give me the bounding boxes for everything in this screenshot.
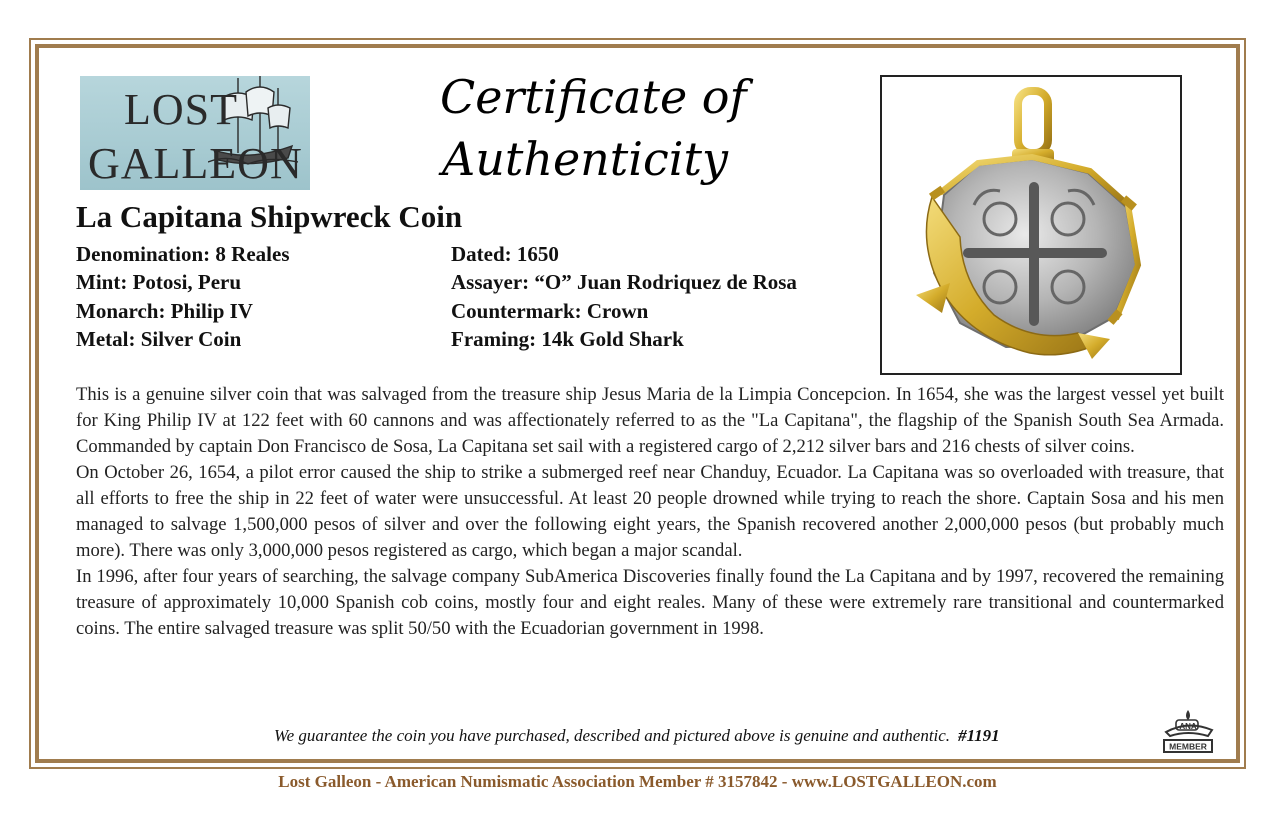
- guarantee-statement: [274, 726, 1000, 746]
- spec-monarch: Monarch: Philip IV: [76, 299, 253, 323]
- gold-shark-coin-pendant-image: [882, 77, 1180, 373]
- spec-assayer: Assayer: “O” Juan Rodriquez de Rosa: [451, 270, 797, 294]
- spec-mint: Mint: Potosi, Peru: [76, 270, 242, 294]
- spec-dated: Dated: 1650: [451, 242, 559, 266]
- history-text: [76, 382, 1224, 642]
- title-line-2: Authenticity: [442, 132, 728, 186]
- spec-denomination: Denomination: 8 Reales: [76, 242, 290, 266]
- title-line-1: Certificate of: [440, 70, 747, 124]
- spec-framing: Framing: 14k Gold Shark: [451, 327, 684, 351]
- spec-countermark: Countermark: Crown: [451, 299, 649, 323]
- lost-galleon-logo: [80, 76, 310, 190]
- coin-name-heading: La Capitana Shipwreck Coin: [76, 199, 463, 234]
- footer-membership-line: Lost Galleon - American Numismatic Association Member # 3157842 - www.LOSTGALLEON.com: [278, 772, 997, 791]
- guarantee-text: We guarantee the coin you have purchased, described and pictured above is genuine and authentic.: [274, 726, 951, 745]
- logo-text-galleon: GALLEON: [88, 139, 303, 188]
- history-paragraph-1: This is a genuine silver coin that was salvaged from the treasure ship Jesus Maria de la Limpia Concepcion. In 1654, she was the largest vessel yet built for King Philip IV at 122 feet with 60 cannons and was affectionately referred to as the "La Capitana", the flagship of the Spanish South Sea Armada. Commanded by captain Don Francisco de Sosa, La Capitana set sail with a registered cargo of 2,212 silver bars and 216 chests of silver coins.: [76, 384, 1224, 457]
- history-paragraph-3: In 1996, after four years of searching, the salvage company SubAmerica Discoveries finally found the La Capitana and by 1997, recovered the remaining treasure of approximately 10,000 Spanish cob coins, mostly four and eight reales. Many of these were extremely rare transitional and countermarked coins. The entire salvaged treasure was split 50/50 with the Ecuadorian government in 1998.: [76, 566, 1224, 639]
- spec-metal: Metal: Silver Coin: [76, 327, 242, 351]
- history-paragraph-2: On October 26, 1654, a pilot error caused the ship to strike a submerged reef near Chanduy, Ecuador. La Capitana was so overloaded with treasure, that all efforts to free the ship in 22 feet of water were unsuccessful. At least 20 people drowned while trying to reach the shore. Captain Sosa and his men managed to salvage 1,500,000 pesos of silver and over the following eight years, the Spanish recovered another 2,000,000 pesos (but probably much more). There was only 3,000,000 pesos registered as cargo, which began a major scandal.: [76, 462, 1224, 561]
- ana-badge-bottom-text: MEMBER: [1169, 741, 1207, 752]
- certificate-number: #1191: [958, 726, 1000, 745]
- coin-photo-frame: [880, 75, 1182, 375]
- ana-badge-top-text: ANA: [1179, 722, 1197, 731]
- certificate-title: [432, 66, 752, 190]
- logo-text-lost: LOST: [124, 85, 238, 134]
- ana-member-badge-icon: [1152, 706, 1222, 758]
